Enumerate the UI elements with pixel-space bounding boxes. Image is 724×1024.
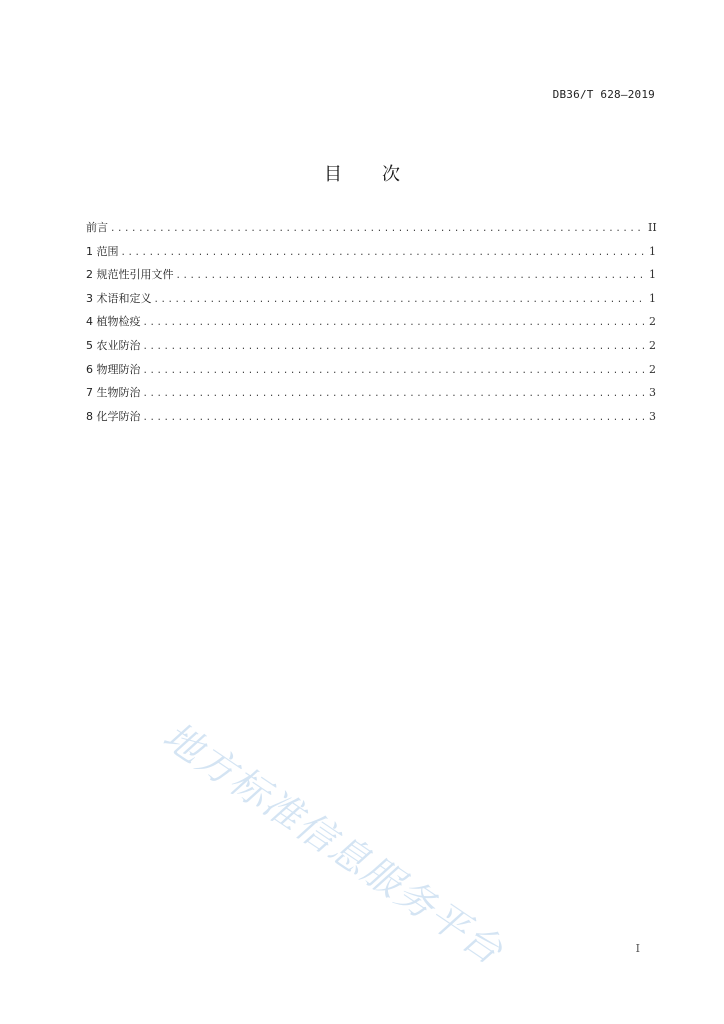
toc-leader-dots — [176, 271, 646, 281]
toc-entry-page: 1 — [649, 244, 656, 258]
toc-entry-label: 前言 — [86, 221, 108, 234]
toc-entry-page: 1 — [649, 291, 656, 305]
toc-entry-label: 5 农业防治 — [86, 338, 141, 352]
toc-entry-physical-control[interactable] — [86, 361, 656, 385]
toc-leader-dots — [121, 248, 646, 258]
toc-leader-dots — [154, 295, 646, 305]
toc-entry-page: 1 — [649, 268, 656, 282]
toc-entry-plant-quarantine[interactable] — [86, 313, 656, 337]
table-of-contents — [86, 219, 656, 431]
toc-entry-page: 3 — [649, 409, 656, 423]
toc-entry-label: 1 范围 — [86, 244, 119, 258]
toc-entry-foreword[interactable] — [86, 219, 656, 243]
toc-entry-biological-control[interactable] — [86, 384, 656, 408]
toc-entry-page: 3 — [649, 386, 656, 400]
page-title — [0, 160, 724, 186]
toc-entry-agricultural-control[interactable] — [86, 337, 656, 361]
toc-leader-dots — [143, 413, 646, 423]
toc-leader-dots — [143, 342, 646, 352]
toc-entry-label: 8 化学防治 — [86, 409, 141, 423]
watermark: 地方标准信息服务平台 — [155, 713, 512, 974]
toc-leader-dots — [110, 224, 645, 234]
toc-entry-label: 7 生物防治 — [86, 386, 141, 400]
toc-entry-normative-references[interactable] — [86, 266, 656, 290]
toc-entry-page: 2 — [649, 338, 656, 352]
page-title-right: 次 — [382, 164, 400, 185]
toc-entry-page: II — [648, 221, 657, 234]
toc-leader-dots — [143, 318, 646, 328]
page-title-left: 目 — [324, 164, 342, 185]
toc-entry-label: 4 植物检疫 — [86, 315, 141, 329]
toc-entry-terms-definitions[interactable] — [86, 290, 656, 314]
toc-leader-dots — [143, 389, 646, 399]
document-code: DB36/T 628—2019 — [552, 88, 655, 101]
toc-entry-label: 3 术语和定义 — [86, 291, 152, 305]
toc-entry-chemical-control[interactable] — [86, 408, 656, 432]
toc-entry-page: 2 — [649, 315, 656, 329]
toc-entry-scope[interactable] — [86, 243, 656, 267]
toc-entry-label: 2 规范性引用文件 — [86, 268, 174, 282]
toc-entry-label: 6 物理防治 — [86, 362, 141, 376]
page-number: I — [635, 942, 640, 955]
toc-leader-dots — [143, 366, 646, 376]
toc-entry-page: 2 — [649, 362, 656, 376]
